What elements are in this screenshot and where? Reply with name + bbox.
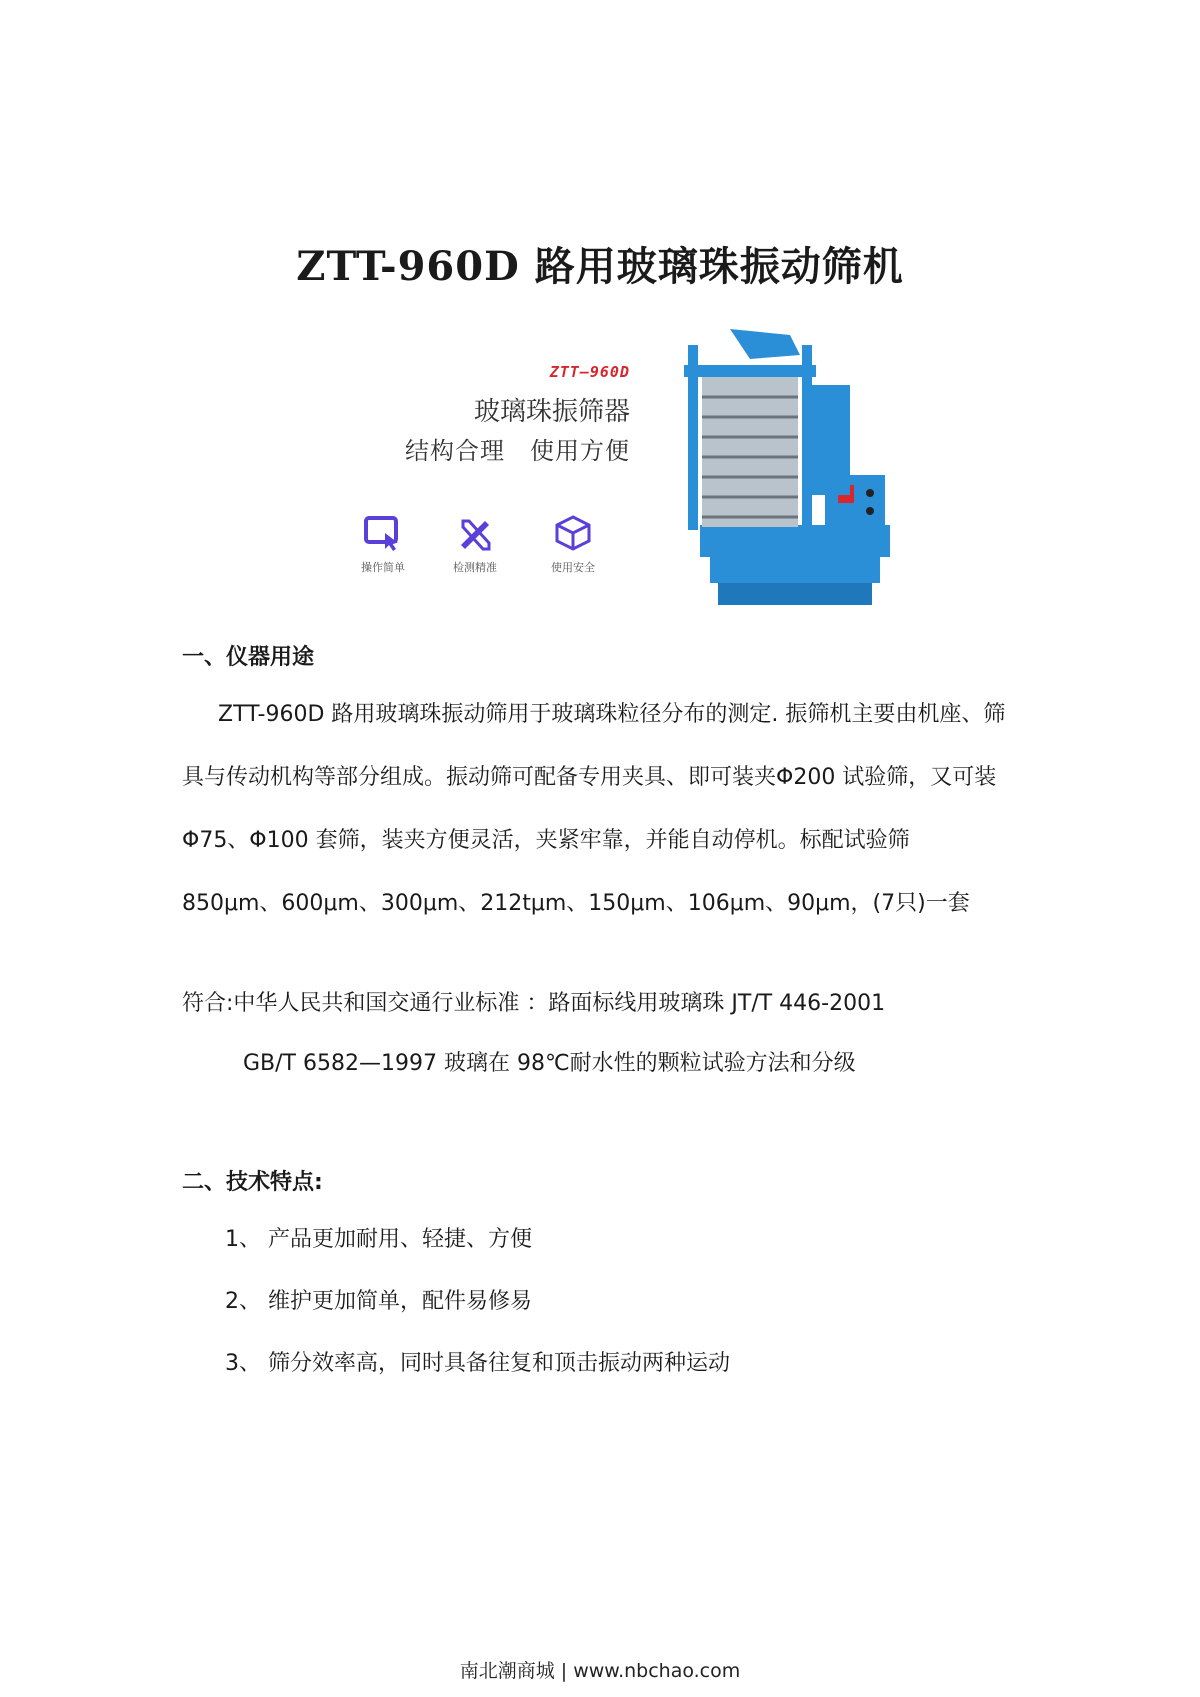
feature-label: 使用安全: [551, 561, 595, 574]
section-heading-features: 二、技术特点:: [182, 1170, 323, 1195]
banner-product-name: 玻璃珠振筛器: [473, 397, 630, 427]
footer: 南北潮商城 | www.nbchao.com: [459, 1660, 741, 1682]
feature-safe-use: [528, 515, 618, 575]
feature-item-3: 3、 筛分效率高，同时具备往复和顶击振动两种运动: [225, 1351, 730, 1376]
feature-item-2: 2、 维护更加简单，配件易修易: [225, 1289, 532, 1314]
tablet-touch-icon: [363, 515, 403, 551]
feature-easy-operation: [338, 515, 428, 575]
purpose-paragraph: ZTT-960D 路用玻璃珠振动筛用于玻璃珠粒径分布的测定. 振筛机主要由机座、筛具与传动机构等部分组成。振动筛可配备专用夹具、即可装夹Φ200 试验筛，又可装Φ75、Φ100 套筛，装夹方便灵活，夹紧牢靠，并能自动停机。标配试验筛 850μm、600μm、300μm、212tμm、150μm、106μm、90μm，(7只)一套: [182, 702, 1006, 916]
cube-icon: [553, 515, 593, 551]
feature-label: 检测精准: [453, 561, 497, 574]
ruler-pencil-icon: [455, 515, 495, 551]
standard-line-2: GB/T 6582—1997 玻璃在 98℃耐水性的颗粒试验方法和分级: [243, 1051, 856, 1076]
feature-accurate-detection: [430, 515, 520, 575]
banner-model: ZTT–960D: [549, 363, 630, 381]
banner-slogan: 结构合理 使用方便: [405, 437, 630, 465]
document-title: ZTT-960D 路用玻璃珠振动筛机: [296, 243, 904, 290]
feature-label: 操作简单: [361, 561, 405, 574]
feature-item-1: 1、 产品更加耐用、轻捷、方便: [225, 1227, 532, 1252]
section-heading-purpose: 一、仪器用途: [182, 645, 315, 670]
standard-line-1: 符合:中华人民共和国交通行业标准 ：路面标线用玻璃珠 JT/T 446-2001: [182, 991, 886, 1016]
sieve-shaker-image: [680, 325, 890, 615]
product-banner: [350, 325, 890, 615]
